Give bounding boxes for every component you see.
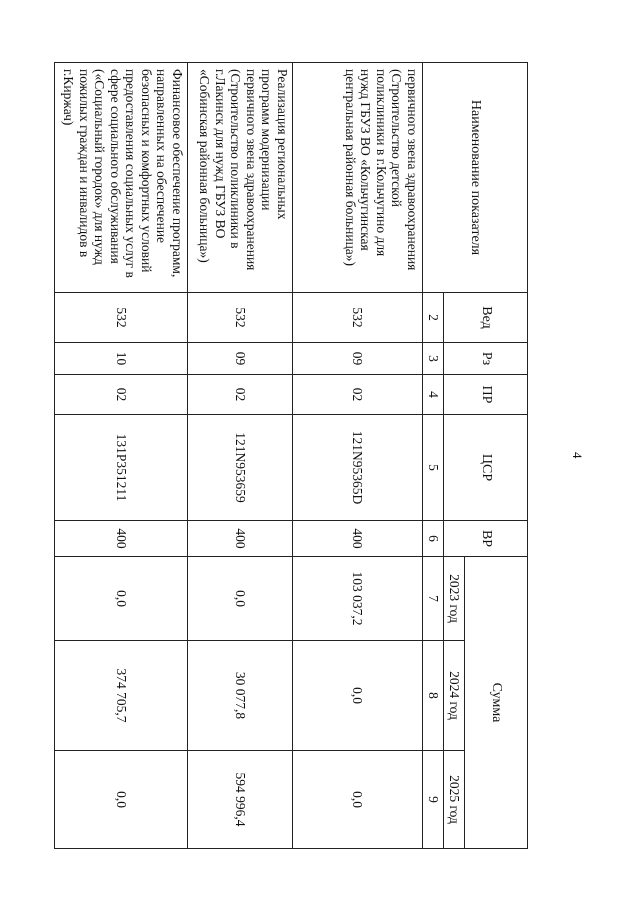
col-header-year-2024: 2024 год — [444, 641, 465, 751]
row-rz: 10 — [55, 343, 188, 375]
row-amount-2023: 103 037,2 — [293, 557, 423, 641]
col-number: 2 — [423, 293, 444, 343]
row-name: Реализация региональных программ модернизации первичного звена здравоохранения (Строительство поликлиники в г.Лакинск для нужд ГБУЗ ВО «Собинская районная больница») — [188, 63, 293, 293]
col-number: 3 — [423, 343, 444, 375]
col-header-vr: ВР — [444, 521, 528, 557]
row-pr: 02 — [55, 375, 188, 415]
col-number: 4 — [423, 375, 444, 415]
row-amount-2024: 374 705,7 — [55, 641, 188, 751]
row-ved: 532 — [55, 293, 188, 343]
col-header-year-2023: 2023 год — [444, 557, 465, 641]
col-number: 8 — [423, 641, 444, 751]
col-header-name: Наименование показателя — [423, 63, 528, 293]
row-amount-2025: 0,0 — [55, 751, 188, 849]
row-pr: 02 — [293, 375, 423, 415]
row-vr: 400 — [55, 521, 188, 557]
row-ved: 532 — [293, 293, 423, 343]
table-row — [188, 63, 293, 849]
row-amount-2024: 30 077,8 — [188, 641, 293, 751]
col-header-pr: ПР — [444, 375, 528, 415]
row-csr: 131P351211 — [55, 415, 188, 521]
col-number: 5 — [423, 415, 444, 521]
col-header-csr: ЦСР — [444, 415, 528, 521]
col-number: 7 — [423, 557, 444, 641]
col-number: 9 — [423, 751, 444, 849]
row-csr: 121N95365D — [293, 415, 423, 521]
row-amount-2025: 594 996,4 — [188, 751, 293, 849]
table-row — [293, 63, 423, 849]
col-header-sum: Сумма — [465, 557, 528, 849]
col-header-year-2025: 2025 год — [444, 751, 465, 849]
row-pr: 02 — [188, 375, 293, 415]
row-amount-2025: 0,0 — [293, 751, 423, 849]
row-amount-2023: 0,0 — [188, 557, 293, 641]
col-header-rz: Рз — [444, 343, 528, 375]
col-number: 6 — [423, 521, 444, 557]
row-rz: 09 — [293, 343, 423, 375]
row-rz: 09 — [188, 343, 293, 375]
row-name: первичного звена здравоохранения (Строительство детской поликлиники в г.Кольчугино для нужд ГБУЗ ВО «Кольчугинская центральная районная больница») — [293, 63, 423, 293]
row-amount-2024: 0,0 — [293, 641, 423, 751]
row-vr: 400 — [188, 521, 293, 557]
row-csr: 121N953659 — [188, 415, 293, 521]
header-row — [465, 63, 528, 849]
table-row — [55, 63, 188, 849]
page-number: 4 — [570, 452, 585, 459]
row-ved: 532 — [188, 293, 293, 343]
col-header-ved: Вед — [444, 293, 528, 343]
row-name: Финансовое обеспечение программ, направленных на обеспечение безопасных и комфортных условий предоставления социальных услуг в сфере социального обслуживания («Социальный городок» для нужд пожилых граждан и инвалидов в г.Киржач) — [55, 63, 188, 293]
budget-table — [54, 62, 528, 849]
rotated-page-content — [61, 62, 528, 848]
row-vr: 400 — [293, 521, 423, 557]
row-amount-2023: 0,0 — [55, 557, 188, 641]
